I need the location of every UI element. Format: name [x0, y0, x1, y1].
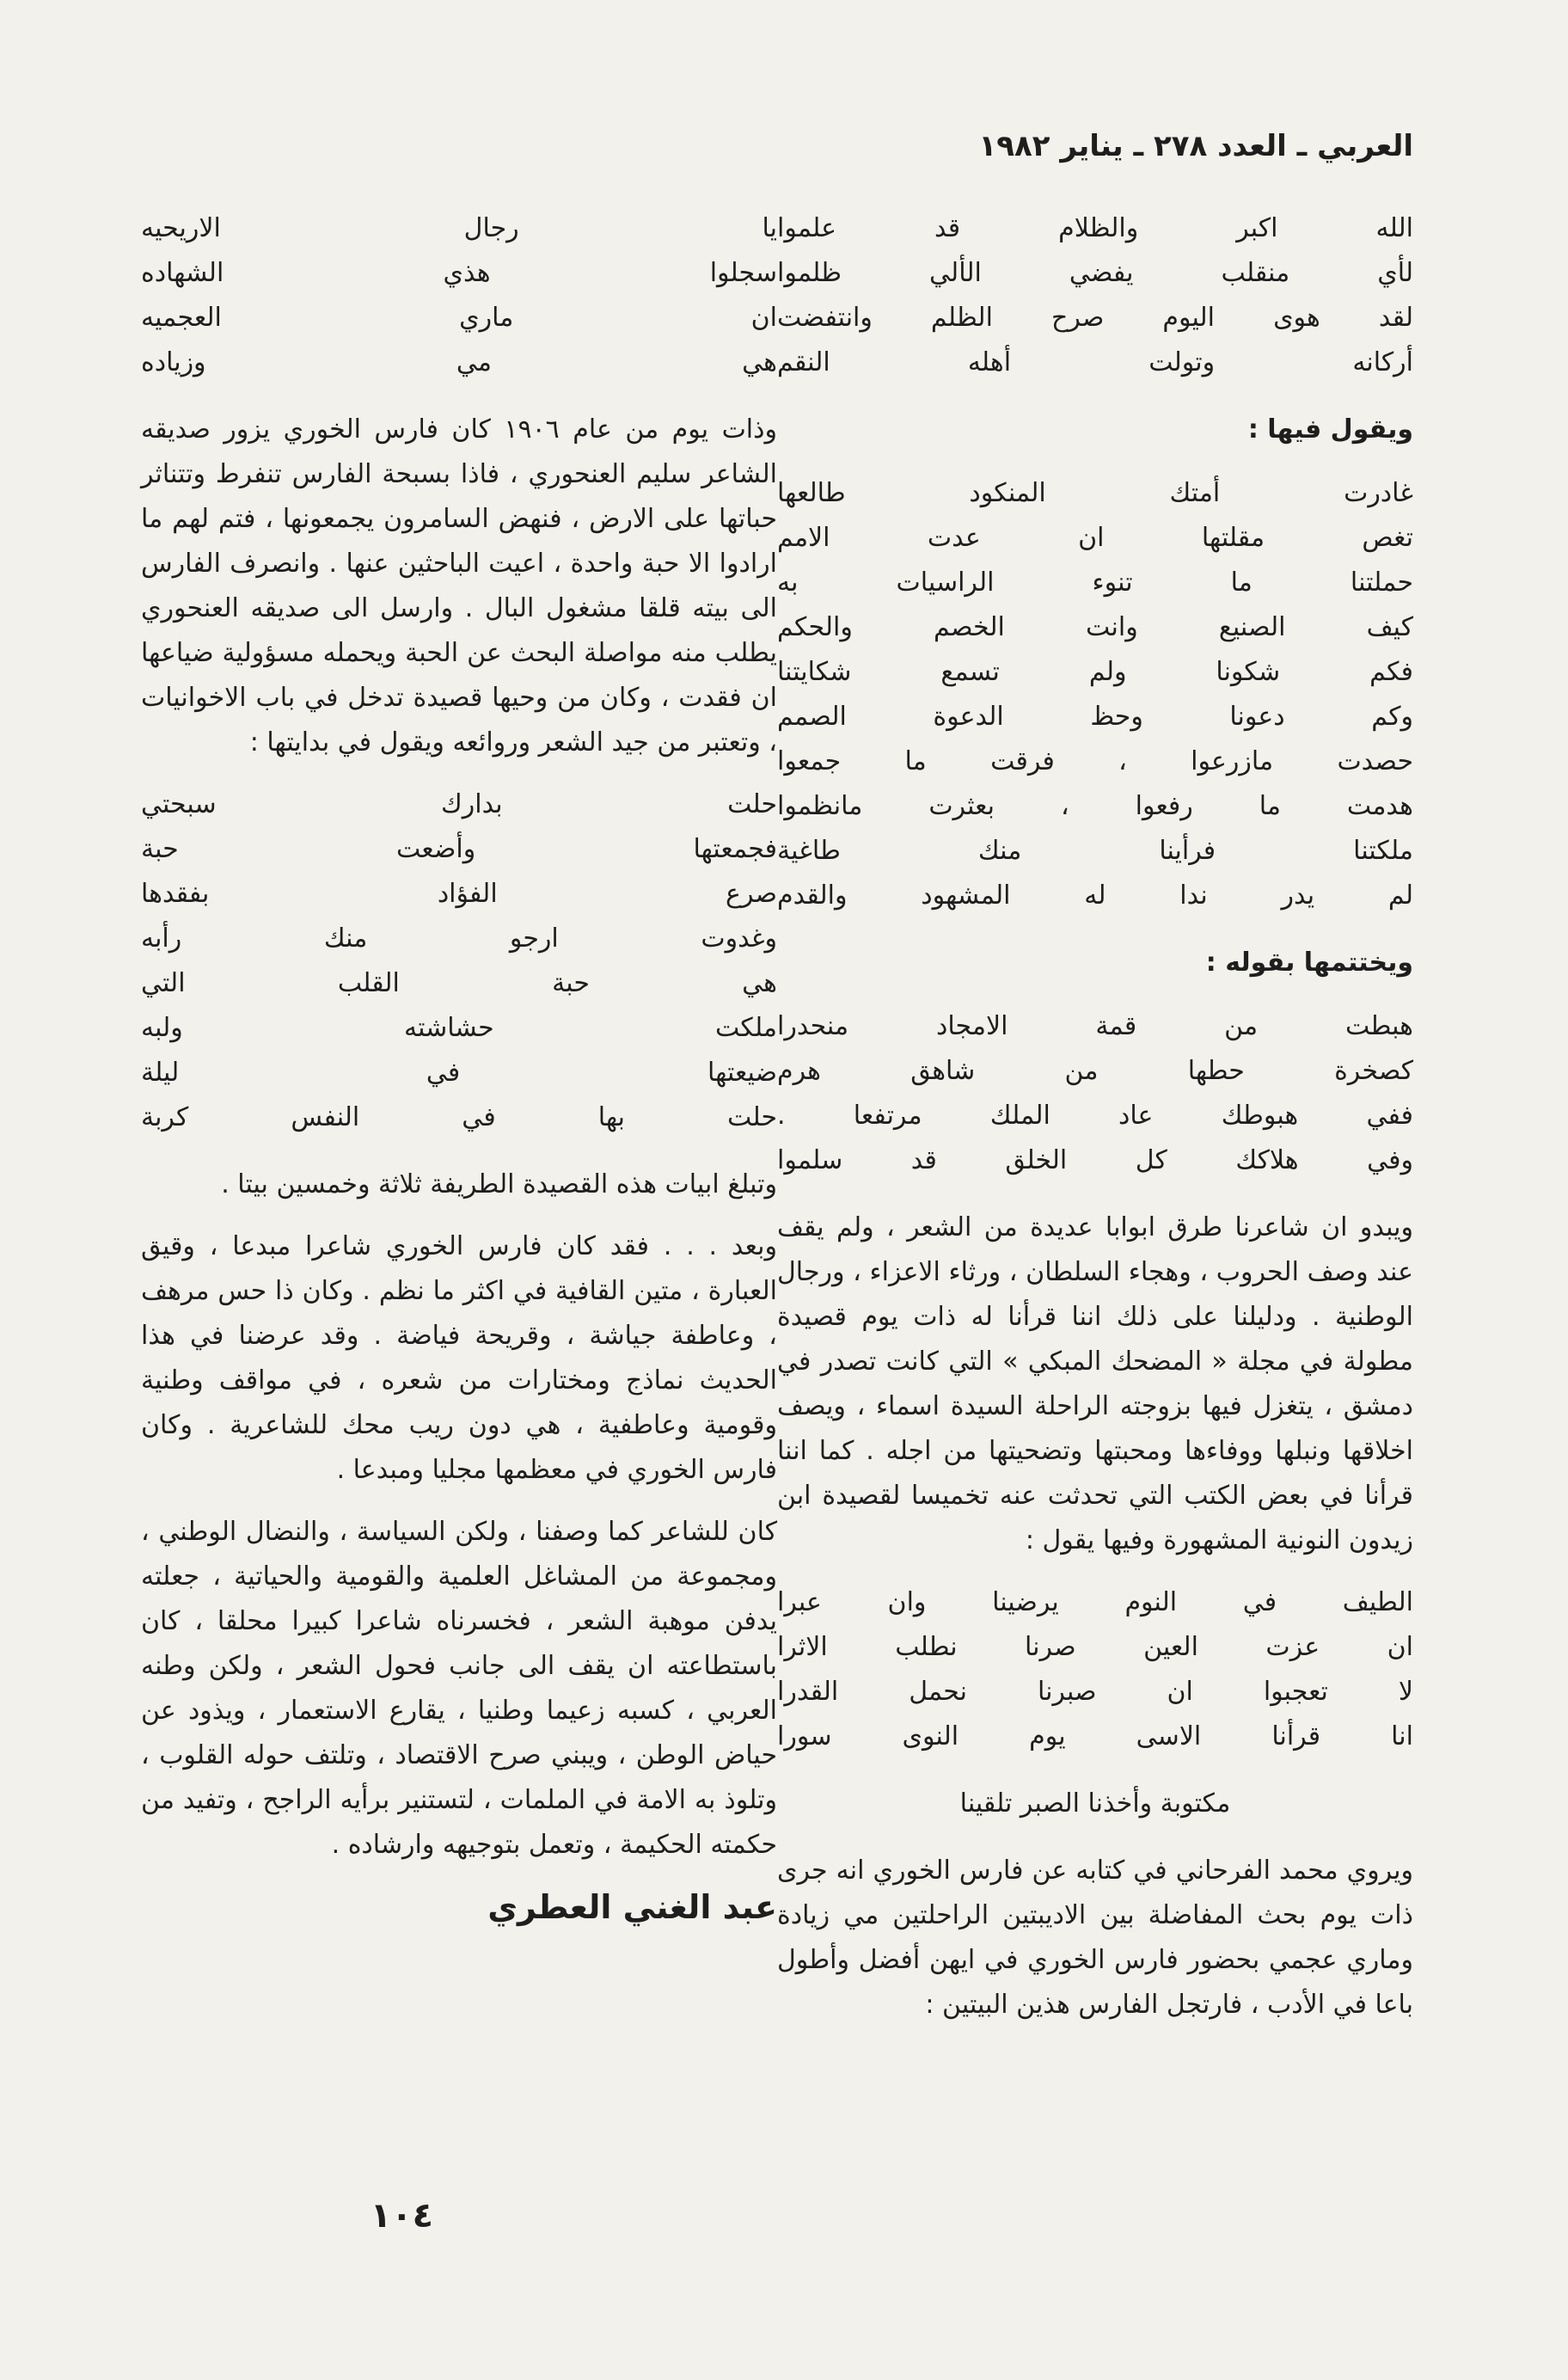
body-paragraph: وتبلغ ابيات هذه القصيدة الطريفة ثلاثة وخمسين بيتا .: [221, 1169, 777, 1199]
body-paragraph: وبعد . . . فقد كان فارس الخوري شاعرا مبدعا ، وقيق العبارة ، متين القافية في اكثر ما نظم . وكان ذا حس مرهف ، وعاطفة جياشة ، وقريحة فياضة . وقد عرضنا في هذا الحديث نماذج ومختارات من شعره ، في مواقف وطنية وقومية وعاطفية ، هي دون ريب محك للشاعرية . وكان فارس الخوري في معظمها مجليا ومبدعا .: [141, 1231, 777, 1485]
verse-word: وزياده: [141, 347, 206, 377]
verse-word: الاريحيه: [141, 213, 221, 243]
poem-verse-top: [141, 206, 777, 385]
verse-line: ملكت حشاشته ولبه: [141, 1013, 777, 1043]
verse-word: العجميه: [141, 303, 222, 333]
verse-line: كيف الصنيع وانت الخصم والحكم: [777, 612, 1413, 642]
verse-line: [141, 340, 777, 385]
verse-line: لم يدر ندا له المشهود والقدم: [777, 880, 1413, 911]
poem-verse-mid: [141, 782, 777, 1140]
verse-line: صرع الفؤاد بفقدها: [141, 879, 777, 909]
poem-verse-1: [777, 206, 1413, 385]
page-number: ١٠٤: [370, 2196, 433, 2236]
verse-line: تغص مقلتها ان عدت الامم: [777, 523, 1413, 553]
body-paragraph: ويروي محمد الفرحاني في كتابه عن فارس الخوري انه جرى ذات يوم بحث المفاضلة بين الاديبتين الراحلتين مي زيادة وماري عجمي بحضور فارس الخوري في ايهن أفضل وأطول باعا في الأدب ، فارتجل الفارس هذين البيتين :: [777, 1856, 1413, 2020]
poem-verse-4-closing: [777, 1782, 1413, 1826]
verse-line: ملكتنا فرأينا منك طاغية: [777, 836, 1413, 866]
left-column: [141, 206, 777, 1929]
verse-word: ماري: [459, 303, 514, 333]
author-signature: عبد الغني العطري: [487, 1888, 777, 1926]
verse-word: رجال: [463, 213, 519, 243]
verse-line: فجمعتها وأضعت حبة: [141, 834, 777, 864]
verse-line: [141, 206, 777, 251]
verse-line: ضيعتها في ليلة: [141, 1058, 777, 1088]
verse-line: فكم شكونا ولم تسمع شكايتنا: [777, 657, 1413, 687]
verse-line: [141, 251, 777, 296]
verse-word: هي: [742, 347, 777, 377]
verse-line: حلت بدارك سبحتي: [141, 789, 777, 819]
verse-line: هي حبة القلب التي: [141, 968, 777, 998]
verse-line: حصدت مازرعوا ، فرقت ما جمعوا: [777, 746, 1413, 776]
verse-line: كصخرة حطها من شاهق هرم: [777, 1056, 1413, 1086]
verse-line: غادرت أمتك المنكود طالعها: [777, 478, 1413, 508]
verse-line: هدمت ما رفعوا ، بعثرت مانظموا: [777, 791, 1413, 821]
verse-line: ان عزت العين صرنا نطلب الاثرا: [777, 1632, 1413, 1662]
verse-line: انا قرأنا الاسى يوم النوى سورا: [777, 1721, 1413, 1751]
poem-verse-2: [777, 471, 1413, 918]
intro-text: ويختتمها بقوله :: [1205, 948, 1413, 978]
verse-line: لقد هوى اليوم صرح الظلم وانتفضت: [777, 303, 1413, 333]
verse-line: وفي هلاكك كل الخلق قد سلموا: [777, 1145, 1413, 1175]
verse-line: الله اكبر والظلام قد علموا: [777, 213, 1413, 243]
poem-verse-3: [777, 1004, 1413, 1183]
verse-line: الطيف في النوم يرضينا وان عبرا: [777, 1587, 1413, 1617]
verse-word: مي: [456, 347, 492, 377]
body-paragraph: ويبدو ان شاعرنا طرق ابوابا عديدة من الشعر ، ولم يقف عند وصف الحروب ، وهجاء السلطان ، ورثاء الاعزاء ، ورجال الوطنية . ودليلنا على ذلك اننا قرأنا له ذات يوم قصيدة مطولة في مجلة « المضحك المبكي » التي كانت تصدر في دمشق ، يتغزل فيها بزوجته الراحلة السيدة اسماء ، ويصف اخلاقها ونبلها ووفاءها ومحبتها وتضحيتها من اجله . كما اننا قرأنا في بعض الكتب التي تحدثت عنه تخميسا لقصيدة ابن زيدون النونية المشهورة وفيها يقول :: [777, 1212, 1413, 1555]
body-paragraph: كان للشاعر كما وصفنا ، ولكن السياسة ، والنضال الوطني ، ومجموعة من المشاغل العلمية والقومية والحياتية ، جعلته يدفن موهبة الشعر ، فخسرناه شاعرا كبيرا محلقا ، كان باستطاعته ان يقف الى جانب فحول الشعر ، ولكن وطنه العربي ، كسبه زعيما وطنيا ، يقارع الاستعمار ، ويذود عن حياض الوطن ، ويبني صرح الاقتصاد ، وتلتف حوله القلوب ، وتلوذ به الامة في الملمات ، لتستنير برأيه الراجح ، وتفيد من حكمته الحكيمة ، وتعمل بتوجيهه وارشاده .: [141, 1517, 777, 1860]
verse-line: حملتنا ما تنوء الراسيات به: [777, 567, 1413, 598]
right-column: [777, 206, 1413, 2045]
verse-line: مكتوبة وأخذنا الصبر تلقينا: [959, 1788, 1231, 1819]
body-paragraph: وذات يوم من عام ١٩٠٦ كان فارس الخوري يزور صديقه الشاعر سليم العنحوري ، فاذا بسبحة الفارس تنفرط وتتناثر حباتها على الارض ، فنهض السامرون يجمعونها ، فتم لهم ما ارادوا الا حبة واحدة ، اعيت الباحثين عنها . وانصرف الفارس الى بيته قلقا مشغول البال . وارسل الى صديقه العنحوري يطلب منه مواصلة البحث عن الحبة ويحمله مسؤولية ضياعها ان فقدت ، وكان من وحيها قصيدة تدخل في باب الاخوانيات ، وتعتبر من جيد الشعر وروائعه ويقول في بدايتها :: [141, 414, 777, 758]
verse-word: سجلوا: [709, 258, 777, 288]
verse-line: حلت بها في النفس كربة: [141, 1102, 777, 1132]
intro-text: ويقول فيها :: [1247, 414, 1413, 445]
verse-line: ففي هبوطك عاد الملك مرتفعا .: [777, 1101, 1413, 1131]
verse-line: وغدوت ارجو منك رأبه: [141, 923, 777, 954]
poem-verse-4: [777, 1580, 1413, 1759]
running-header: العربي ـ العدد ٢٧٨ ـ يناير ١٩٨٢: [978, 129, 1413, 163]
verse-word: الشهاده: [141, 258, 224, 288]
verse-line: لا تعجبوا ان صبرنا نحمل القدرا: [777, 1677, 1413, 1707]
verse-line: وكم دعونا وحظ الدعوة الصمم: [777, 702, 1413, 732]
verse-line: [141, 296, 777, 340]
verse-word: هذي: [443, 258, 491, 288]
verse-line: أركانه وتولت أهله النقم: [777, 347, 1413, 377]
verse-line: هبطت من قمة الامجاد منحدرا: [777, 1011, 1413, 1041]
verse-line: لأي منقلب يفضي الألي ظلموا: [777, 258, 1413, 288]
verse-word: يا: [762, 213, 777, 243]
verse-word: ان: [750, 303, 777, 333]
